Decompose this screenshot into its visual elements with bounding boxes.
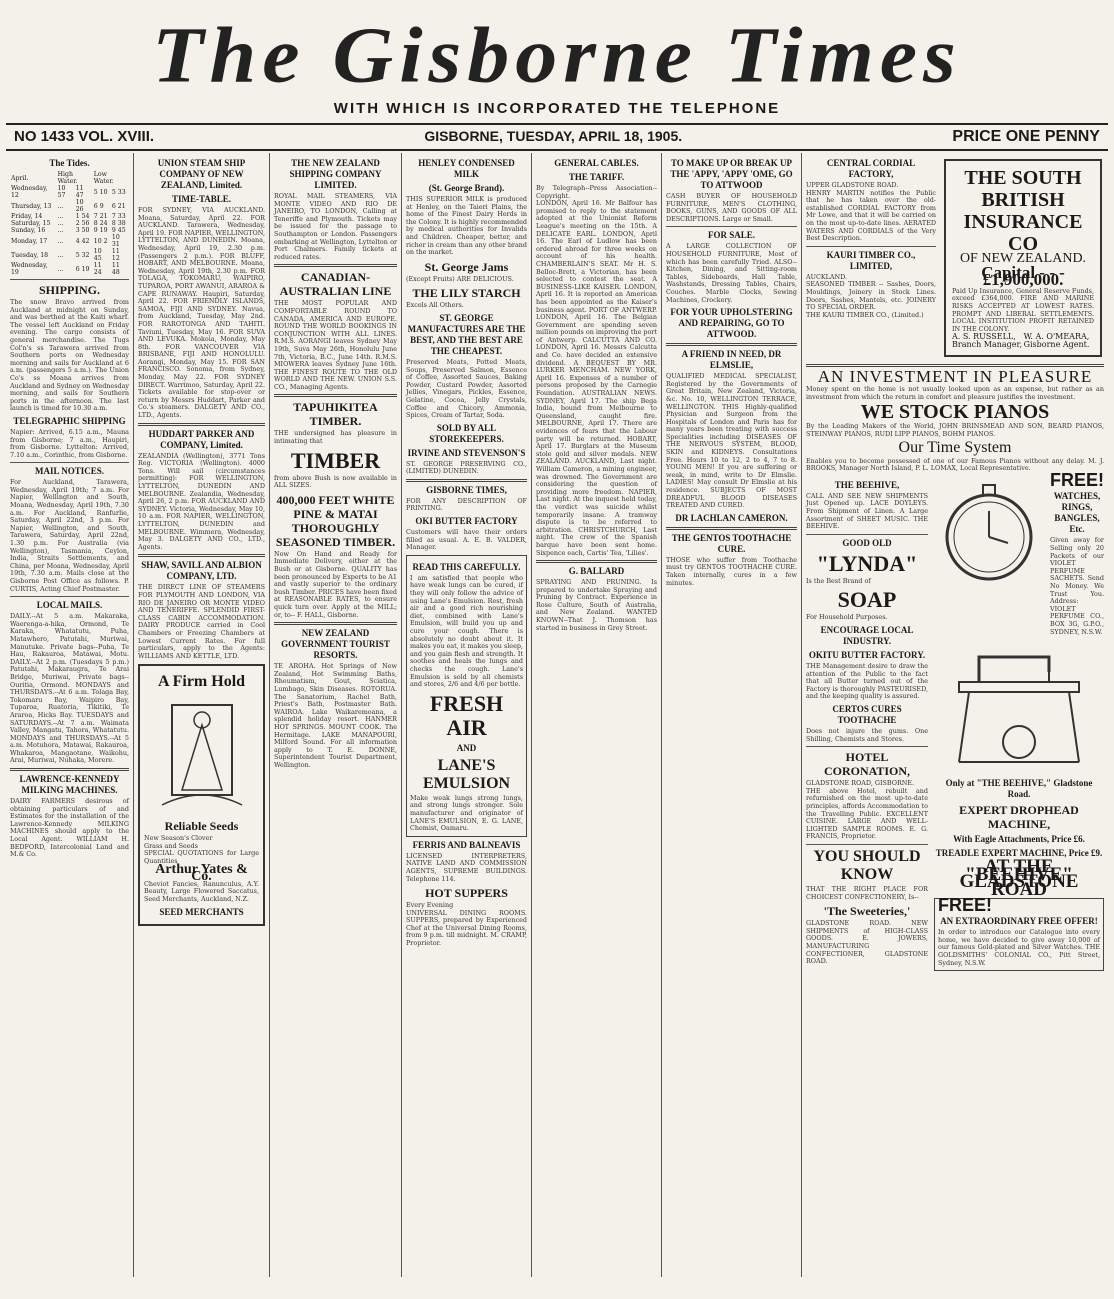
sweeteries-text: GLADSTONE ROAD. NEW SHIPMENTS of HIGH-CLASS GOODS. E. JOWERS, MANUFACTURING CONFECTIONER, GLADSTONE ROAD. bbox=[806, 919, 928, 966]
ballard-heading: G. BALLARD bbox=[568, 566, 625, 577]
yates-text: Cheviot Fancies, Ranunculus, A.Y. Beauty, Large Flowered Saccatus, Seed Merchants, Auckland, N.Z. bbox=[144, 879, 259, 904]
cables-text: LONDON, April 16. Mr Balfour has promised to reply to the statement adopted at the Unionist Reform League's meeting on the 15th. A DELICATE EARL. LONDON, April 16. The Earl of Ludlow has been ordered abroad for three weeks on account of his health. CHAMBERLAIN'S SEAT. Mr H. S. Belloc-Brett, a Victorian, has been selected to contest the seat. A BUSINESS-LIKE KAISER. LONDON, April 16. It is reported an American has been appointed as the Kaiser's business agent. PORT OF ANTWERP. LONDON, April 16. The Belgian Government are spending seven million pounds on improving the port of Antwerp. CALCUTTA AND CO. LONDON, April 16. Messrs Calcutta and Co. have decided an extensive dividend. A BEQUEST BY MR. LURKER MENCHAM. NEW YORK, April 16. Expenses of a number of persons proposed by the Carnegie Foundation. AUSTRALIAN NEWS. SYDNEY, April 17. The ship Bega India, bound from Melbourne to Queensland, caught fire. MELBOURNE, April 17. There are evidences of fears that the Labour party will be returned. HOBART, April 17. Burglars at the Museum stole gold and silver medals. NEW ZEALAND. AUCKLAND, Last night. William Cameron, a mining engineer, was drowned. The Government are considering the question of providing more freedom. NAPIER, Last night. At the inquest held today, the verdict was suicide whilst temporarily insane. A tramway dispute is to be referred to arbitration. CHRISTCHURCH, Last night. The crew of the Spanish barque have been sent home. Sixpence each, Cartis' Tea, 'Lilies'. bbox=[536, 199, 657, 557]
elmslie-heading: A FRIEND IN NEED, DR ELMSLIE, bbox=[681, 349, 782, 371]
time-system-heading: Our Time System bbox=[898, 439, 1012, 457]
table-cell: 4 42 bbox=[75, 237, 90, 245]
attwood2-heading: FOR YOUR UPHOLSTERING AND REPAIRING, GO TO ATTWOOD. bbox=[670, 307, 793, 340]
sbi-capital: Capital - - - £1,900,000. bbox=[981, 262, 1065, 290]
st-george-items: Preserved Meats, Potted Meats, Soups, Preserved Salmon, Essence of Coffee, Assorted Sauces, Baking Powder, Custard Powder, Assorted Jellies, Vinegars, Pickles, Essence, Gelatine, Cocoa, Jelly Crystals, Coffee and Chicory, Ammonia, Spices, Cream of Tartar, Soda. bbox=[406, 357, 527, 420]
seeds-item: New Season's Clover bbox=[144, 834, 213, 843]
pianos-text: By the Leading Makers of the World, JOHN BRINSMEAD AND SON, BEARD PIANOS, STEINWAY PIANOS, RUDI LIPP PIANOS, BOHM PIANOS. bbox=[806, 421, 1104, 438]
middle-ads-row bbox=[806, 469, 1104, 974]
insurance-ad bbox=[942, 155, 1104, 361]
divider bbox=[274, 622, 397, 625]
tapuhikitea-heading: TAPUHIKITEA TIMBER. bbox=[293, 400, 378, 429]
tides-header-row bbox=[10, 171, 129, 185]
divider bbox=[10, 279, 129, 280]
free-offer-ad bbox=[934, 894, 1104, 972]
kauri-heading: KAURI TIMBER CO., LIMITED, bbox=[826, 249, 916, 271]
divider bbox=[806, 246, 936, 247]
huddart-text: ZEALANDIA (Wellington), 3771 Tons Reg. VICTORIA (Wellington). 4000 Tons. Will sail (circumstances permitting): FOR WELLINGTON, LYTTELTON, DUNEDIN AND MELBOURNE. Zealandia, Wednesday, April 26, 2 p.m. FOR AUCKLAND AND SYDNEY. Victoria, Wednesday, May 10, 10 a.m. FOR NAPIER, WELLINGTON, LYTTELTON, DUNEDIN and MELBOURNE. Wimmera, Wednesday, May 3. DALGETY AND CO., LTD., Agents. bbox=[138, 451, 265, 551]
gentos-text: THOSE who suffer from Toothache must try GENTOS TOOTHACHE CURE. Taken internally, cures in a few minutes. bbox=[666, 555, 797, 587]
table-cell: Sunday, 16 bbox=[11, 227, 46, 234]
henley-text: THIS SUPERIOR MILK is produced at Henley, on the Taieri Plains, the home of the Finest Dairy Herds in the Colony. It is highly recommended by medical authorities for Invalids and Children. Cheaper, better, and richer in cream than any other brand on the market. bbox=[406, 195, 527, 257]
tapuhikitea-text: THE undersigned has pleasure in intimating that bbox=[274, 429, 397, 446]
machine-treadle: TREADLE EXPERT MACHINE, Price £9. bbox=[935, 848, 1103, 859]
sale-text: A LARGE COLLECTION OF HOUSEHOLD FURNITURE, Most of which has been carefully Tried. ALSO-- Kitchen, Dining, and Sitting-room Tables, Sideboards, Hall Table, Washstands, Dressing Tables, Chairs, Couches. Marble Clocks, Sewing Machines, Crockery. bbox=[666, 242, 797, 304]
elmslie-text: QUALIFIED MEDICAL SPECIALIST, Registered by the Governments of Great Britain, New Zealand, Victoria, &c. No. 10, WELLINGTON TERRACE, WELLINGTON. THIS Highly-qualified Physician and Surgeon from the Hospitals of London and Paris has for many years been treating with success Specialities including DISEASES OF THE NERVOUS SYSTEM, BLOOD, SKIN and KIDNEYS. Consultations Free. Hours 10 to 12, 2 to 4, 7 to 8. YOUNG MEN! If you are suffering or weak, in mind, write to Dr Elmslie. LADIES! May consult Dr Elmslie at his residence. SUBJECTS OF MOST DREADFUL BLOOD DISEASES TREATED AND CURED. bbox=[666, 372, 797, 510]
soap-heading: SOAP bbox=[837, 587, 897, 613]
table-cell: 10 57 bbox=[57, 185, 66, 199]
cordial-ad bbox=[806, 155, 936, 361]
table-row bbox=[10, 199, 129, 213]
masthead-title: The Gisborne Times bbox=[152, 10, 962, 100]
huddart-heading: HUDDART PARKER AND COMPANY, Limited. bbox=[148, 428, 255, 450]
table-cell: 5 10 bbox=[93, 188, 108, 196]
telegraphic-text: Napier: Arrived, 6.15 a.m., Mauna from Gisborne; 7 a.m., Haupiri, from Gisborne. Lyttelton: Arrived, 7.10 a.m., Corinthic, from Gisborne. bbox=[10, 427, 129, 459]
milking-heading: LAWRENCE-KENNEDY MILKING MACHINES. bbox=[19, 774, 120, 796]
tides-col-april: April. bbox=[11, 174, 29, 182]
table-cell: ... bbox=[57, 213, 64, 220]
tides-heading: The Tides. bbox=[49, 158, 90, 168]
table-cell: 6 21 bbox=[111, 202, 126, 210]
seeds-item: SPECIAL QUOTATIONS for Large Quantities bbox=[144, 849, 259, 866]
table-row bbox=[10, 185, 129, 199]
pianos-heading: WE STOCK PIANOS bbox=[860, 401, 1050, 424]
divider bbox=[274, 264, 397, 267]
cordial-text: HENRY MARTIN notifies the Public that he has taken over the old-established CORDIAL FACTORY from Mr Lowe, and that it will be carried on on the most up-to-date lines. AERATED WATERS AND CORDIALS of the Very Best Description. bbox=[806, 188, 936, 243]
machine-image bbox=[934, 642, 1104, 772]
table-cell: 10 26 bbox=[75, 199, 84, 213]
table-cell: Wednesday, 12 bbox=[11, 185, 48, 199]
feet-text: Now On Hand and Ready for Immediate Delivery, either at the Bush or at Gisborne. QUALITY has been pronounced by Experts to be A1 and vastly superior to the ordinary bush Timber. PRICES have been fixed at REASONABLE RATES, to ensure quick turn over. Apply at the MILL; or, to-- F. HALL, Gisborne. bbox=[274, 549, 397, 619]
hotel-text: THE above Hotel, rebuilt and refurnished on the most up-to-date principles, affords Accommodation to the Travelling Public. EXCELLENT CUISINE. LARGE AND WELL-LIGHTED SAMPLE ROOMS. E. G. FRANCIS, Proprietor. bbox=[806, 786, 928, 841]
free-offer-heading: AN EXTRAORDINARY FREE OFFER! bbox=[940, 916, 1098, 927]
tourist-heading: NEW ZEALAND GOVERNMENT TOURIST RESORTS. bbox=[281, 628, 390, 661]
cables-heading: GENERAL CABLES. bbox=[554, 158, 639, 168]
divider bbox=[138, 423, 265, 426]
table-row bbox=[10, 248, 129, 262]
table-cell: 10 45 bbox=[93, 248, 102, 262]
sweeteries-name: 'The Sweeteries,' bbox=[823, 904, 911, 919]
oki-text: Customers will have their orders filled as usual. A. E. B. VALDER, Manager. bbox=[406, 528, 527, 552]
seeds-title: Reliable Seeds bbox=[164, 819, 239, 834]
lily-heading: THE LILY STARCH bbox=[412, 286, 521, 301]
certos-heading: CERTOS CURES TOOTHACHE bbox=[832, 704, 902, 725]
issue-price: PRICE ONE PENNY bbox=[952, 128, 1100, 145]
ferris-heading: FERRIS AND BALNEAVIS bbox=[412, 839, 521, 850]
ballard-text: SPRAYING AND PRUNING. Is prepared to undertake Spraying and Pruning by Contract. Experience in Rose Culture, South of Australia, and New Zealand. WANTED KNOWN--That J. Thomson has started in business in Grey Street. bbox=[536, 578, 657, 632]
okitu-heading: OKITU BUTTER FACTORY. bbox=[808, 650, 926, 661]
seed-packet-icon bbox=[152, 695, 252, 815]
fresh-air-heading: FRESH AIR bbox=[429, 690, 504, 740]
irvine-sub: ST. GEORGE PRESERVING CO., (LIMITED) DUNEDIN. bbox=[406, 459, 527, 476]
sbi-agent: W. A. O'MEARA, Gisborne Agent. bbox=[1023, 332, 1090, 349]
table-cell: 9 45 bbox=[111, 227, 126, 234]
canadian-heading: CANADIAN-AUSTRALIAN LINE bbox=[279, 270, 392, 299]
machine-title: EXPERT DROPHEAD MACHINE, bbox=[959, 803, 1079, 832]
timber-heading: TIMBER bbox=[290, 447, 381, 473]
firm-hold-heading: A Firm Hold bbox=[157, 673, 246, 691]
shipping-heading: SHIPPING. bbox=[38, 283, 100, 297]
sbi-title: THE SOUTH BRITISH INSURANCE CO bbox=[963, 167, 1083, 255]
henley-subheading: (St. George Brand). bbox=[428, 183, 505, 193]
sweeteries-sub: THAT THE RIGHT PLACE FOR CHOICEST CONFECTIONERY, Is-- bbox=[806, 884, 928, 901]
table-cell: 5 33 bbox=[111, 188, 126, 196]
invest-text: Money spent on the home is not usually looked upon as an expense, but rather as an investment from which the return in comfort and pleasure justifies the investment. bbox=[806, 385, 1104, 401]
gisborne-times-text: FOR ANY DESCRIPTION OF PRINTING. bbox=[406, 496, 527, 513]
hotel-sub: GLADSTONE ROAD, GISBORNE. bbox=[806, 779, 915, 788]
table-cell: Tuesday, 18 bbox=[11, 251, 49, 259]
machine-price: With Eagle Attachments, Price £6. bbox=[953, 834, 1085, 845]
column-4 bbox=[402, 153, 532, 1277]
lanes-heading: LANE'S EMULSION bbox=[422, 756, 511, 792]
table-row bbox=[10, 234, 129, 248]
nzsc-heading: THE NEW ZEALAND SHIPPING COMPANY LIMITED. bbox=[289, 158, 382, 190]
time-system-text: Enables you to become possessed of one of our Famous Pianos without any delay. M. J. BROOKS, Manager North Island, P. L. LOMAX, Local Representative. bbox=[806, 456, 1104, 473]
elmslie-tail: DR LACHLAN CAMERON. bbox=[675, 512, 788, 523]
beehive-banner: AT THE "BEEHIVE" GLADSTONE ROAD bbox=[959, 856, 1079, 900]
watches-heading: WATCHES, RINGS, BANGLES, Etc. bbox=[1053, 491, 1101, 535]
encourage-heading: ENCOURAGE LOCAL INDUSTRY. bbox=[820, 625, 914, 647]
milking-text: DAIRY FARMERS desirous of obtaining particulars of and Estimates for the installation of the Lawrence-Kennedy MILKING MACHINES should apply to the Local Agent. WILLIAM H. BEDFORD, Intercolonial Land and M.& Co. bbox=[10, 797, 129, 859]
telegraphic-heading: TELEGRAPHIC SHIPPING bbox=[13, 415, 126, 426]
usc-text: FOR SYDNEY, VIA AUCKLAND. Moana, Saturday, April 22. FOR AUCKLAND. Tarawera, Wednesday, April 19. FOR NAPIER, WELLINGTON, LYTTELTON, AND DUNEDIN. Moana, Wednesday, April 19, 2.30 p.m. (Passengers 2 p.m.). FOR BLUFF, HOBART, AND MELBOURNE. Moana, Wednesday, April 19th, 2.30 p.m. FOR TOLAGA, TOKOMARU, WAIPIRO, TUPAROA, PORT AWANUI, ARAROA & CAPE RUNAWAY. Haupiri, Saturday, April 22. FOR FRIENDLY ISLANDS, SAMOA, FIJI AND SYDNEY. Navua, from Auckland, Tuesday, May 2nd. FOR RAROTONGA AND TAHITI. Taviuni, Tuesday, May 16. FOR SUVA AND LEVUKA. Mokoia, Monday, May 8th. FOR VANCOUVER VIA BRISBANE, FIJI AND HONOLULU. Aorangi, Monday, May 15. FOR SAN FRANCISCO. Sonoma, from Sydney, Monday, May 22. FOR SYDNEY DIRECT. Warrimoo, Saturday, April 22. Tickets available for stop-over or return by Messrs Huddart, Parker and Co.'s steamers. DALGETY AND CO., LTD., Agents. bbox=[138, 206, 265, 420]
seed-merchants: SEED MERCHANTS bbox=[159, 906, 244, 917]
free-label: FREE! bbox=[938, 894, 992, 915]
divider bbox=[10, 462, 129, 463]
table-cell: 8 38 bbox=[111, 220, 126, 227]
cables-subheading: THE TARIFF. bbox=[568, 172, 625, 182]
lanes-text: Make weak lungs strong lungs, and strong lungs stronger. Sole manufacturer and originator of LANE'S EMULSION, E. G. LANE, Chemist, Oamaru. bbox=[410, 793, 523, 833]
table-cell: 7 21 bbox=[93, 213, 108, 220]
table-cell: 11 24 bbox=[93, 262, 102, 276]
mail-text: For Auckland, Tarawera, Wednesday, April 19th; 7 a.m. For Napier, Wellington and South, Moana, Wednesday, April 19th, 7.30 a.m. For Auckland, Ranfurlie, Saturday, April 22nd, 3 p.m. For Napier, Wellington, and South, Tarawera, Saturday, April 22nd, 1.30 p.m. For Australia (via Wellington), Tasmania, Ceylon, India, Straits Settlements, and China, per Moana, Wednesday, April 19th, 7.30 a.m. Mails close at the Gisborne Post Office as follows. P. CURTIS, Acting Chief Postmaster. bbox=[10, 478, 129, 593]
okitu-text: THE Management desire to draw the attention of the Public to the fact that all Butter turned out of the Factory is thoroughly PASTEURISED, and the keeping quality is assured. bbox=[806, 662, 928, 701]
table-row bbox=[10, 227, 129, 234]
table-row bbox=[10, 262, 129, 276]
table-cell: 11 47 bbox=[75, 185, 84, 199]
local-mails-text: DAILY.--At 5 a.m. Makaraka, Waerenga-a-hika, Ormond, Te Karaka, Whatatutu, Puha, Matawhero, Patutahi, Muriwai, Manutuke. Private bags--Puha, Te Hau, Rakauroa, Matawai, Motu. DAILY.--At 2 p.m. (Tuesdays 5 p.m.) Patutahi, Makaraugra, Te Arai Bridge, Muriwai, Private bags--Ouritia, Ormond. MONDAYS and THURSDAYS.--At 6 a.m. Tolaga Bay, Tokomaru Bay, Waipiro Bay, Tuparoa, Ruatoria, Tikitiki, Te Araroa, Hicks Bay. TUESDAYS and SATURDAYS.--At 7 a.m. Waimata Valley, Mangatu, Tahora, Whatatutu. MONDAYS and THURSDAYS.--At 5 a.m. Motuhora, Matawai, Rakauroa, Whakaroa, Mangaotane, Waikohu, Arai, Muriwai, Nuhaka, Morere. bbox=[10, 612, 129, 765]
column-7 bbox=[802, 153, 1108, 1277]
yates-ad bbox=[138, 664, 265, 925]
cables-intro: By Telegraph--Press Association--Copyright. bbox=[536, 184, 657, 200]
column-2 bbox=[134, 153, 270, 1277]
ferris-text: LICENSED INTERPRETERS, NATIVE LAND AND COMMISSION AGENTS, SUPREME BUILDINGS. Telephone 114. bbox=[406, 851, 527, 883]
sbi-box bbox=[944, 159, 1102, 357]
beehive-heading: THE BEEHIVE, bbox=[834, 479, 900, 490]
gentos-heading: THE GENTOS TOOTHACHE CURE. bbox=[671, 532, 792, 554]
local-mails-heading: LOCAL MAILS. bbox=[36, 600, 103, 611]
st-george-sub: (Except Fruits) ARE DELICIOUS. bbox=[406, 274, 514, 283]
cordial-heading: CENTRAL CORDIAL FACTORY, bbox=[826, 158, 916, 179]
sbi-agent: A. S. RUSSELL, Branch Manager, bbox=[952, 332, 1023, 349]
divider bbox=[406, 479, 527, 482]
table-cell: Wednesday, 19 bbox=[11, 262, 48, 276]
table-cell: 7 33 bbox=[111, 213, 126, 220]
divider bbox=[10, 596, 129, 597]
sale-heading: FOR SALE. bbox=[707, 230, 755, 241]
table-cell: 11 48 bbox=[111, 262, 120, 276]
sbi-text: Paid Up Insurance, General Reserve Funds, exceed £364,000. FIRE AND MARINE RISKS ACCEPTED AT LOWEST RATES. PROMPT AND LIBERAL SETTLEMENTS. LOCAL INSTITUTION PROFIT RETAINED IN THE COLONY. bbox=[952, 286, 1094, 333]
table-cell: ... bbox=[57, 220, 64, 227]
st-george-sold: SOLD BY ALL STOREKEEPERS. bbox=[429, 422, 504, 444]
table-cell: 11 12 bbox=[111, 248, 120, 262]
table-cell: Friday, 14 bbox=[11, 213, 43, 220]
tourist-text: TE AROHA. Hot Springs of New Zealand, Hot Swimming Baths, Rheumatism, Gout, Sciatica, Lumbago, Skin Diseases. ROTORUA. The Sanatorium, Rachel Bath, Priest's Bath, Postmaster Bath. WAIROA. Lake Waikaremoana, a splendid holiday resort. HANMER HOT SPRINGS. MOUNT COOK. The Hermitage. LAKE MANAPOURI, Milford Sound. For all information apply to T. E. DONNE, Superintendent Tourist Department, Wellington. bbox=[274, 662, 397, 769]
irvine-heading: IRVINE AND STEVENSON'S bbox=[407, 447, 526, 458]
table-cell: Saturday, 15 bbox=[11, 220, 51, 227]
shaw-text: THE DIRECT LINE OF STEAMERS FOR PLYMOUTH AND LONDON, VIA RIO DE JANEIRO OR MONTE VIDEO AND TENERIFFE. SPLENDID FIRST-CLASS CABIN ACCOMMODATION. DAIRY PRODUCE carried in Cool Chambers or Freezing Chambers at Lowest Current Rates. For full particulars, apply to the Agents: WILLIAMS AND KETTLE, LTD. bbox=[138, 583, 265, 660]
divider bbox=[138, 554, 265, 557]
seeds-item: Grass and Seeds bbox=[144, 841, 198, 850]
table-cell: Monday, 17 bbox=[11, 237, 48, 245]
masthead-subtitle: WITH WHICH IS INCORPORATED THE TELEPHONE bbox=[333, 100, 781, 117]
free-watches-ad bbox=[934, 469, 1104, 636]
tides-col-high: High Water. bbox=[57, 171, 78, 185]
divider bbox=[666, 343, 797, 346]
sewing-machine-icon bbox=[939, 642, 1099, 772]
free-offer-text: In order to introduce our Catalogue into every home, we have decided to give away 10,000 of our famous Gold-plated and Silver Watches. THE GOLDSMITHS' COLONIAL CO., Pitt Street, Sydney, N.S.W. bbox=[938, 928, 1100, 967]
nzsc-text: ROYAL MAIL STEAMERS, VIA MONTE VIDEO AND RIO DE JANEIRO, TO LONDON, Calling at Teneriffe and Plymouth. Tickets may be issued for the passage to Southampton or London. Passengers embarking at Wellington, Lyttelton or Port Chalmers. Family tickets at reduced rates. bbox=[274, 192, 397, 261]
right-mid-ads bbox=[934, 469, 1104, 974]
table-cell: 9 19 bbox=[93, 227, 108, 234]
left-mid-ads bbox=[806, 477, 928, 974]
column-5 bbox=[532, 153, 662, 1277]
table-cell: 1 54 bbox=[75, 213, 90, 220]
table-cell: 3 50 bbox=[75, 227, 90, 234]
issue-date: GISBORNE, TUESDAY, APRIL 18, 1905. bbox=[424, 128, 683, 144]
volume-number: NO 1433 VOL. XVIII. bbox=[14, 128, 155, 145]
divider bbox=[666, 226, 797, 227]
column-6 bbox=[662, 153, 802, 1277]
table-cell: Thursday, 13 bbox=[11, 202, 52, 210]
table-cell: ... bbox=[57, 265, 64, 273]
kauri-text: SEASONED TIMBER -- Sashes, Doors, Mouldings, Joinery in Stock Lines. Doors, Sashes, Mantels, etc. JOINERY TO SPECIAL ORDER. bbox=[806, 280, 936, 312]
read-text: I am satisfied that people who have weak lungs can be cured, if they will only follow the advice of using Lane's Emulsion. Rest, fresh air and a good rich nourishing diet, combined with Lane's Emulsion, will build you up and cure your cough. There is absolutely no doubt about it. It makes you eat, it makes you sleep, and you gain flesh and strength. It soothes and heals the lungs and checks the cough. Lane's Emulsion is sold by all chemists and stores, 2/6 and 4/6 per bottle. bbox=[410, 573, 523, 689]
tides-col-low: Low Water. bbox=[93, 171, 114, 185]
table-cell: ... bbox=[57, 202, 64, 210]
table-cell: 10 31 bbox=[111, 234, 120, 248]
st-george-mfg: ST. GEORGE MANUFACTURES ARE THE BEST, AND THE BEST ARE THE CHEAPEST. bbox=[407, 312, 526, 356]
feet-heading: 400,000 FEET WHITE PINE & MATAI THOROUGHLY SEASONED TIMBER. bbox=[275, 492, 396, 549]
table-row bbox=[10, 220, 129, 227]
cordial-sub: UPPER GLADSTONE ROAD. bbox=[806, 181, 899, 189]
beehive-text: CALL AND SEE NEW SHIPMENTS Just Opened up. LACE DOYLEYS. From Shipment of Linen. A Large Assortment of SHEET MUSIC. THE BEEHIVE. bbox=[806, 491, 928, 531]
sbi-subtitle: OF NEW ZEALAND. bbox=[959, 251, 1087, 266]
canadian-text: THE MOST POPULAR AND COMFORTABLE ROUND TO CANADA, AMERICA AND EUROPE. ROUND THE WORLD BOOKINGS IN CONJUNCTION WITH ALL LINES. R.M.S. AORANGI leaves Sydney May 19th, Suva May 26th, Honolulu June 7th, Victoria, B.C., June 14th. R.M.S. MIOWERA leaves Sydney June 16th. THE FINEST ROUTE TO THE OLD WORLD AND THE NEW. UNION S.S. CO., Managing Agents. bbox=[274, 299, 397, 391]
tides-table bbox=[10, 171, 129, 276]
hot-suppers-text: UNIVERSAL DINING ROOMS. SUPPERS, prepared by Experienced Chef at the Universal Dining Rooms, from 9 p.m. till midnight. M. CRAMP, Proprietor. bbox=[406, 908, 527, 948]
table-cell: 10 2 bbox=[93, 237, 108, 245]
lanes-ad bbox=[406, 555, 527, 837]
attwood-heading: TO MAKE UP OR BREAK UP THE 'APPY, 'APPY 'OME, GO TO ATTWOOD bbox=[670, 158, 793, 190]
timber-text: from above Bush is now available in ALL SIZES. bbox=[274, 473, 397, 490]
soap-sub: For Household Purposes. bbox=[806, 613, 888, 622]
column-1 bbox=[6, 153, 134, 1277]
usc-heading: UNION STEAM SHIP COMPANY OF NEW ZEALAND, Limited. bbox=[157, 158, 246, 190]
hot-suppers-sub: Every Evening bbox=[406, 901, 454, 910]
kauri-sub: AUCKLAND. bbox=[806, 272, 848, 281]
divider bbox=[536, 560, 657, 563]
sweeteries-heading: YOU SHOULD KNOW bbox=[813, 847, 921, 883]
usc-subheading: TIME-TABLE. bbox=[171, 194, 232, 204]
table-cell: 5 32 bbox=[75, 251, 90, 259]
table-cell: 6 19 bbox=[75, 265, 90, 273]
kauri-tail: THE KAURI TIMBER CO., (Limited.) bbox=[806, 310, 924, 319]
dateline bbox=[6, 123, 1108, 151]
oki-heading: OKI BUTTER FACTORY bbox=[415, 516, 518, 527]
divider bbox=[806, 746, 928, 747]
table-cell: 6 9 bbox=[93, 202, 104, 210]
lily-sub: Excels All Others. bbox=[406, 301, 464, 310]
top-ads-row bbox=[806, 155, 1104, 361]
shaw-heading: SHAW, SAVILL AND ALBION COMPANY, LTD. bbox=[141, 560, 262, 582]
pocket-watch-icon bbox=[934, 477, 1044, 587]
table-row bbox=[10, 213, 129, 220]
mail-heading: MAIL NOTICES. bbox=[34, 466, 105, 477]
table-cell: ... bbox=[57, 237, 64, 245]
free-watches-copy bbox=[1050, 469, 1104, 636]
lynda-sub: Is the Best Brand of bbox=[806, 576, 871, 585]
henley-heading: HENLEY CONDENSED MILK bbox=[418, 158, 515, 179]
watches-text: Given away for Selling only 20 Packets of our VIOLET PERFUME SACHETS. Send No Money. We Trust You. Address: VIOLET PERFUME CO., BOX 3G, G.P.O., SYDNEY, N.S.W. bbox=[1050, 536, 1104, 636]
lynda-intro: GOOD OLD bbox=[842, 537, 892, 548]
divider bbox=[806, 844, 928, 845]
sbi-agents bbox=[952, 333, 1094, 348]
gisborne-times-heading: GISBORNE TIMES, bbox=[426, 484, 507, 495]
masthead bbox=[6, 4, 1108, 106]
table-cell: ... bbox=[57, 227, 64, 234]
yates-name: Arthur Yates & Co. bbox=[155, 861, 248, 885]
machine-location: Only at "THE BEEHIVE," Gladstone Road. bbox=[945, 778, 1093, 800]
and-word: AND bbox=[456, 742, 477, 753]
column-3 bbox=[270, 153, 402, 1277]
table-cell: 2 56 bbox=[75, 220, 90, 227]
attwood-text: CASH BUYER OF HOUSEHOLD FURNITURE, MEN'S CLOTHING, BOOKS, GUNS, AND GOODS OF ALL DESCRIPTIONS. Large or Small. bbox=[666, 192, 797, 223]
read-heading: READ THIS CAREFULLY. bbox=[412, 561, 521, 572]
table-cell: ... bbox=[57, 251, 64, 259]
lynda-heading: "LYNDA" bbox=[816, 550, 918, 576]
invest-heading: AN INVESTMENT IN PLEASURE bbox=[817, 366, 1093, 386]
free-label: FREE! bbox=[1050, 469, 1104, 490]
divider bbox=[274, 394, 397, 397]
hotel-heading: HOTEL CORONATION, bbox=[823, 750, 911, 779]
table-cell: 8 24 bbox=[93, 220, 108, 227]
shipping-text: The snow Bravo arrived from Auckland at midnight on Sunday, and was berthed at the Kaiti wharf. The vessel left Auckland on Friday evening. The cargo consists of general merchandise. The Tugs Col'n's ss Tarawera arrived from Southern ports on Wednesday morning and sails for Auckland at 6 a.m. (passengers 5 a.m.). The Union Co's ss Moana arrives from Auckland and Sydney on Wednesday morning, and sails for Southern ports in the afternoon. The last launch is timed for 10.30 a.m. bbox=[10, 298, 129, 413]
divider bbox=[806, 534, 928, 535]
divider bbox=[666, 527, 797, 530]
columns bbox=[6, 153, 1108, 1277]
certos-text: Does not injure the gums. One Shilling, Chemists and Stores. bbox=[806, 727, 928, 743]
st-george-heading: St. George Jams bbox=[424, 259, 509, 274]
hot-suppers-heading: HOT SUPPERS bbox=[425, 886, 508, 901]
divider bbox=[10, 768, 129, 771]
